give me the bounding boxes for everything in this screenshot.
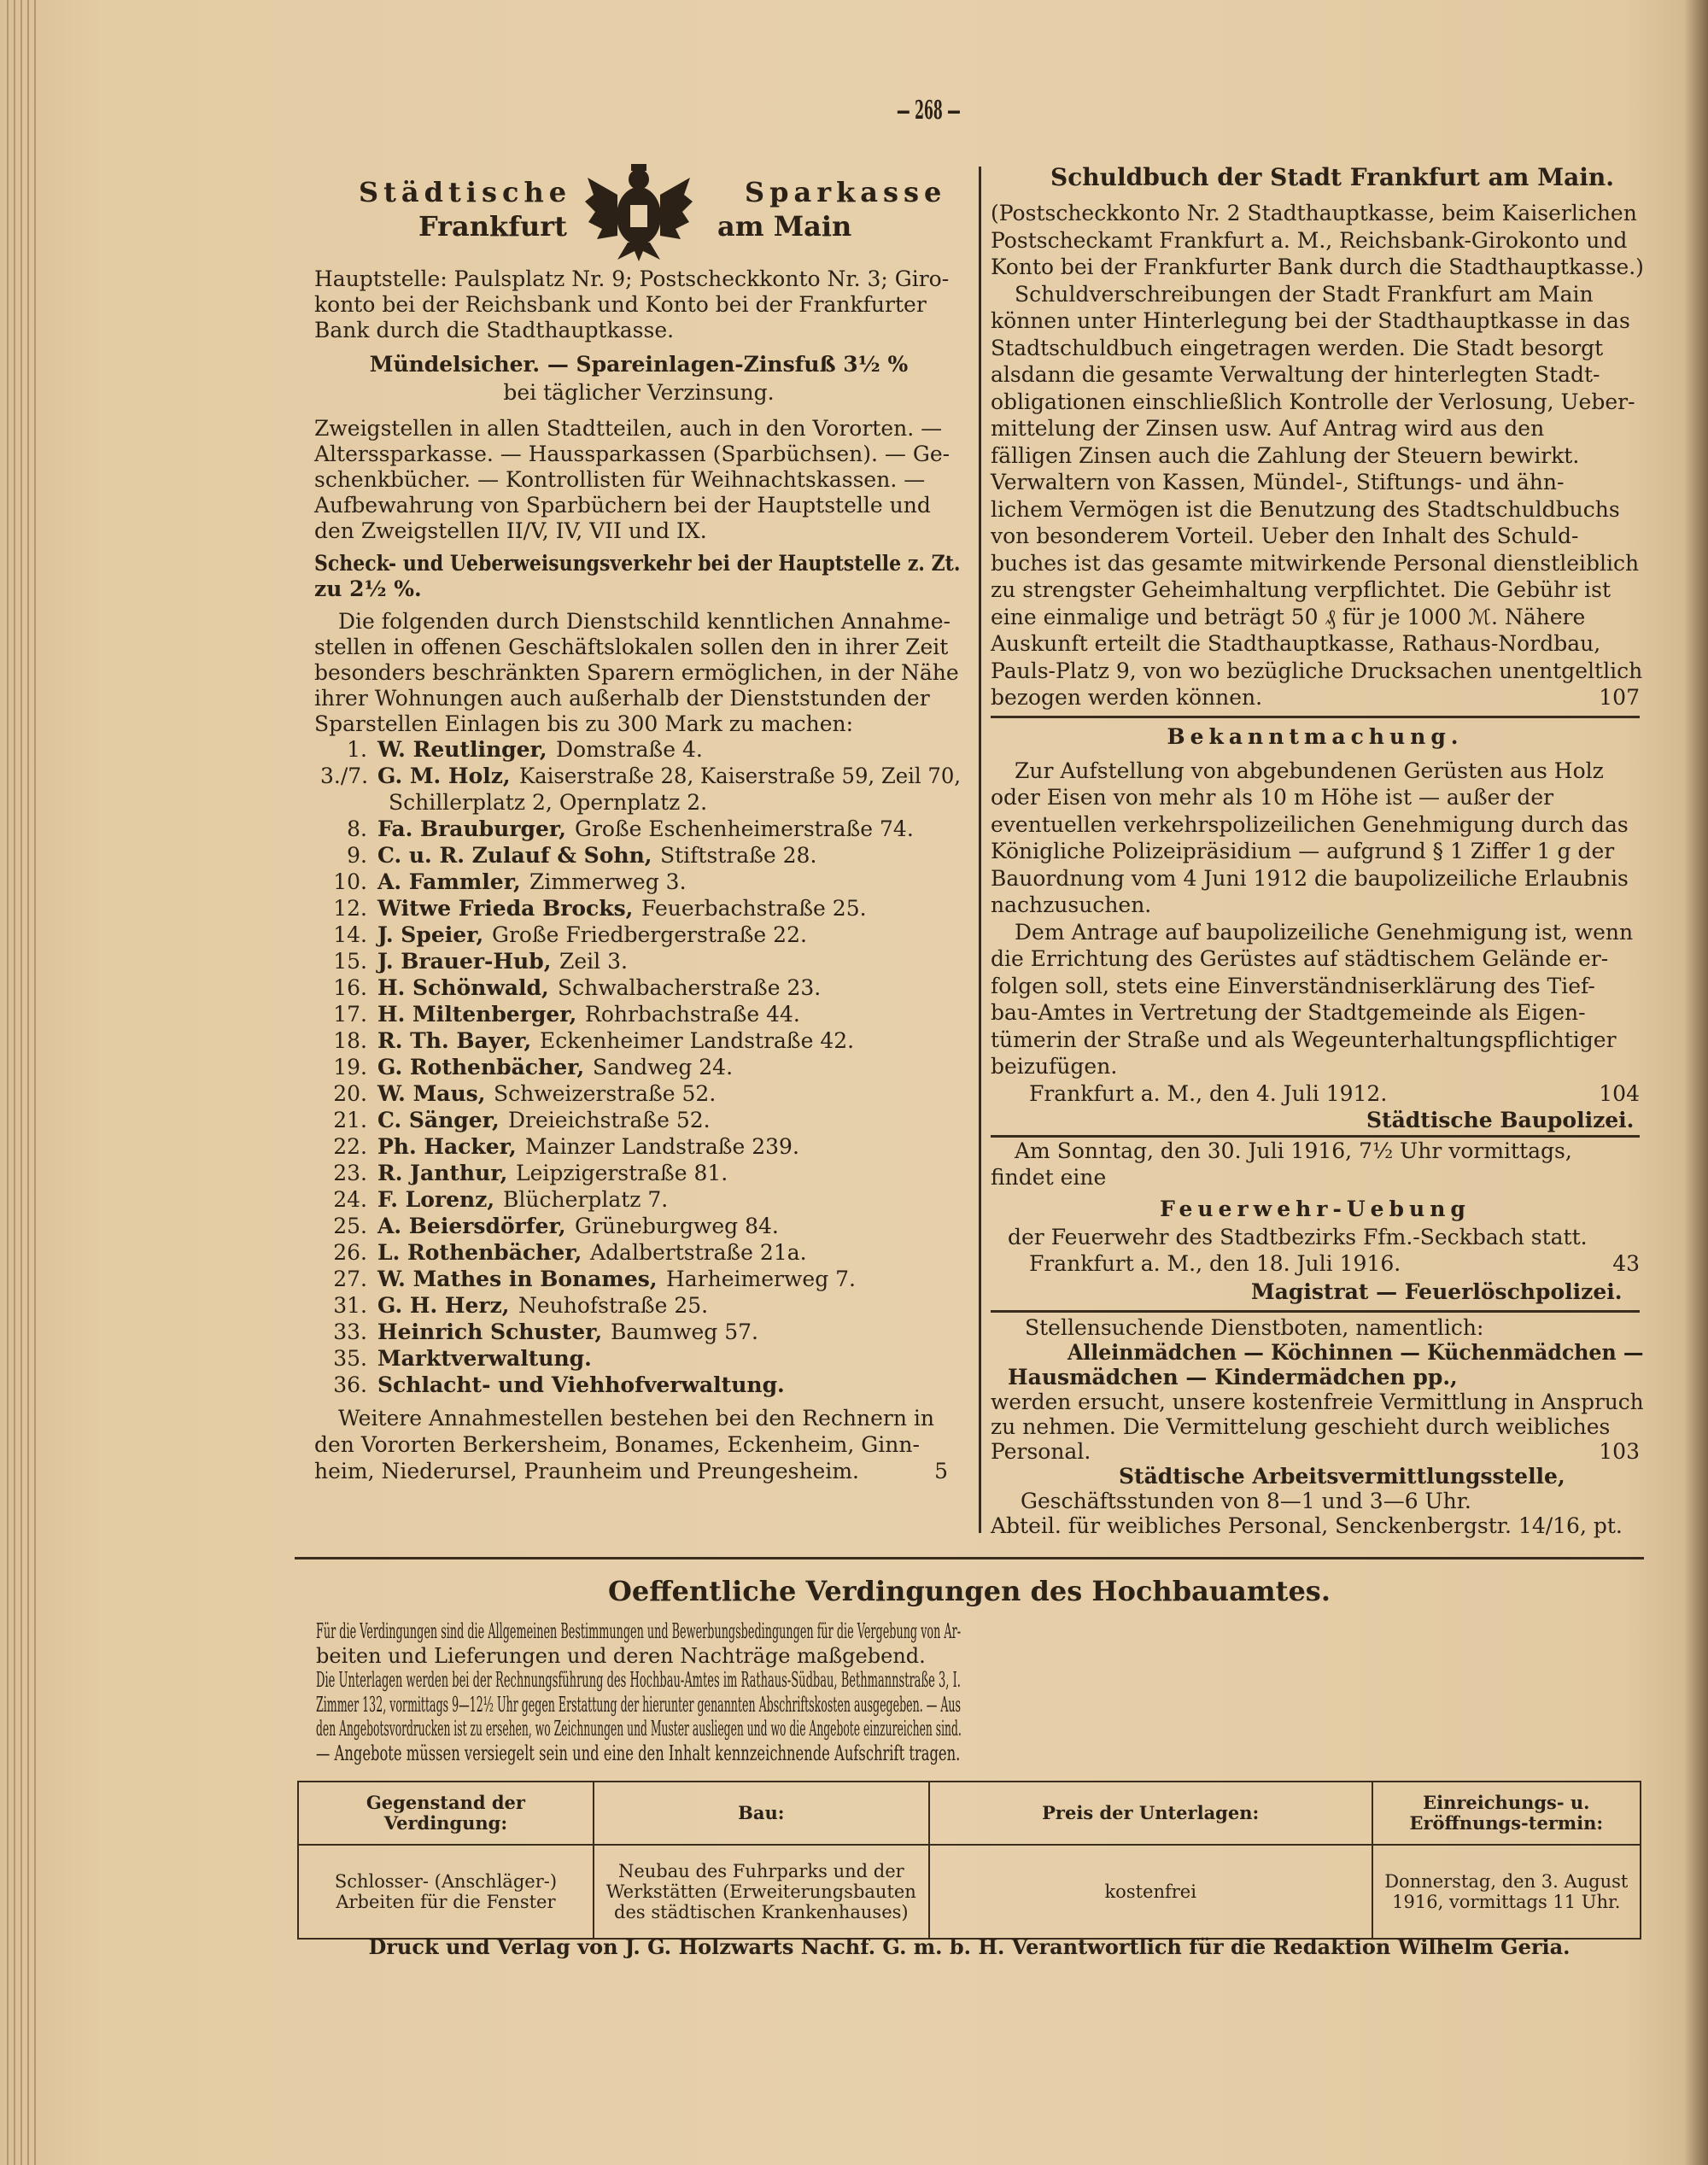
page-edge <box>7 0 9 2165</box>
bekanntmachung-line: nachzusuchen. <box>991 892 1152 917</box>
bekanntmachung-line: die Errichtung des Gerüstes auf städtischem Gelände er- <box>991 946 1609 971</box>
verdingungen-title: Oeffentliche Verdingungen des Hochbauamtes. <box>608 1575 1331 1607</box>
notice-divider <box>991 1310 1640 1313</box>
annahmestelle-name: G. H. Herz, <box>377 1293 510 1318</box>
notice-number: 43 <box>1612 1250 1640 1276</box>
page-edge <box>14 0 15 2165</box>
verdingungen-line: beiten und Lieferungen und deren Nachträge maßgebend. <box>316 1643 926 1668</box>
annahmestelle-number: 16. <box>333 975 367 1000</box>
zweigstellen-line: den Zweigstellen II/V, IV, VII und IX. <box>314 518 707 543</box>
schuldbuch-line: Schuldverschreibungen der Stadt Frankfurt am Main <box>1015 281 1594 307</box>
feuerwehr-line: Am Sonntag, den 30. Juli 1916, 7½ Uhr vormittags, <box>1015 1138 1572 1163</box>
annahmestelle-address: Sandweg 24. <box>593 1055 734 1080</box>
annahmestelle-address: Adalbertstraße 21a. <box>590 1240 807 1265</box>
annahmestelle-name: A. Fammler, <box>377 869 521 894</box>
annahmestelle-address: Harheimerweg 7. <box>666 1267 856 1291</box>
annahmestelle-address: Rohrbachstraße 44. <box>585 1002 800 1027</box>
verdingungen-table <box>297 1781 1641 1940</box>
verdingungen-line: den Angebotsvordrucken ist zu ersehen, wo Zeichnungen und Muster ausliegen und wo die Angebote einzureichen sind. <box>316 1717 962 1741</box>
annahmestelle-number: 24. <box>333 1187 367 1212</box>
schuldbuch-line: eine einmalige und beträgt 50 ₰ für je 1000 ℳ. Nähere <box>991 604 1586 629</box>
page-edge <box>20 0 22 2165</box>
schuldbuch-line: lichem Vermögen ist die Benutzung des Stadtschuldbuchs <box>991 496 1620 522</box>
table-cell: Schlosser- (Anschläger-) Arbeiten für die Fenster <box>298 1845 594 1939</box>
annahmestelle-address: Eckenheimer Landstraße 42. <box>540 1028 855 1053</box>
annahmestelle-address: Zeil 3. <box>559 949 628 974</box>
annahmestelle-address: Zimmerweg 3. <box>529 869 687 894</box>
bekanntmachung-date: Frankfurt a. M., den 4. Juli 1912. <box>1029 1080 1388 1106</box>
annahmestelle-address: Stiftstraße 28. <box>660 843 817 868</box>
notice-divider <box>991 1135 1640 1138</box>
eagle-emblem-icon <box>583 161 694 263</box>
annahmestelle-name: Witwe Frieda Brocks, <box>377 896 634 921</box>
schuldbuch-line: fälligen Zinsen auch die Zahlung der Steuern bewirkt. <box>991 442 1580 468</box>
verdingungen-line: Zimmer 132, vormittags 9—12½ Uhr gegen Erstattung der hierunter genannten Abschriftskosten ausgegeben. — Aus <box>316 1692 962 1717</box>
feuerwehr-signature: Magistrat — Feuerlöschpolizei. <box>1251 1279 1623 1304</box>
bekanntmachung-title: Bekanntmachung. <box>1167 723 1464 749</box>
annahmestelle-number: 17. <box>333 1002 367 1027</box>
annahmestelle-number: 8. <box>347 816 367 841</box>
annahmestelle-address: Große Friedbergerstraße 22. <box>492 922 807 947</box>
annahmestelle-name: W. Reutlinger, <box>377 737 547 762</box>
annahmestelle-name: G. Rothenbächer, <box>377 1055 585 1080</box>
annahmestelle-address: Schillerplatz 2, Opernplatz 2. <box>389 790 708 815</box>
annahmestelle-address: Mainzer Landstraße 239. <box>525 1134 799 1159</box>
annahmestelle-number: 33. <box>333 1319 367 1344</box>
schuldbuch-line: von besonderem Vorteil. Ueber den Inhalt des Schuld- <box>991 524 1579 548</box>
schuldbuch-line: alsdann die gesamte Verwaltung der hinterlegten Stadt- <box>991 362 1600 387</box>
header-right-1: Sparkasse <box>745 176 947 208</box>
arbeitsvermittlung-address: Abteil. für weibliches Personal, Senckenbergstr. 14/16, pt. <box>991 1513 1623 1538</box>
table-header-row <box>298 1782 1641 1845</box>
annahmestelle-number: 22. <box>333 1134 367 1159</box>
annahmestellen-intro-line: Sparstellen Einlagen bis zu 300 Mark zu machen: <box>314 711 854 736</box>
annahmestelle-number: 1. <box>347 737 367 762</box>
annahmestelle-name: Heinrich Schuster, <box>377 1319 603 1344</box>
schuldbuch-line: Konto bei der Frankfurter Bank durch die Stadthauptkasse.) <box>991 255 1644 279</box>
table-row <box>298 1845 1641 1939</box>
bekanntmachung-signature: Städtische Baupolizei. <box>1366 1107 1635 1132</box>
notice-number: 103 <box>1599 1438 1640 1464</box>
annahmestelle-name: L. Rothenbächer, <box>377 1240 582 1265</box>
hauptstelle-line: Bank durch die Stadthauptkasse. <box>314 318 675 342</box>
annahmestelle-name: W. Maus, <box>377 1081 486 1106</box>
dienstboten-line: Personal. <box>991 1438 1091 1464</box>
schuldbuch-line: Postscheckamt Frankfurt a. M., Reichsbank-Girokonto und <box>991 227 1628 253</box>
annahmestelle-address: Domstraße 4. <box>556 737 703 762</box>
annahmestelle-address: Grüneburgweg 84. <box>575 1214 779 1238</box>
dienstboten-line: Hausmädchen — Kindermädchen pp., <box>1008 1364 1458 1390</box>
annahmestelle-number: 14. <box>333 922 367 947</box>
annahmestelle-number: 26. <box>333 1240 367 1265</box>
bekanntmachung-line: folgen soll, stets eine Einverständniserklärung des Tief- <box>991 973 1595 998</box>
annahmestelle-address: Leipzigerstraße 81. <box>516 1161 728 1185</box>
annahmestellen-intro-line: besonders beschränkten Sparern ermöglichen, in der Nähe <box>314 660 959 685</box>
annahmestelle-address: Neuhofstraße 25. <box>518 1293 709 1318</box>
page-number: — 268 — <box>897 96 961 126</box>
annahmestelle-name: G. M. Holz, <box>377 764 511 788</box>
bekanntmachung-line: eventuellen verkehrspolizeilichen Genehmigung durch das <box>991 811 1629 837</box>
weitere-line: heim, Niederursel, Praunheim und Preungesheim. <box>314 1459 859 1483</box>
annahmestelle-number: 15. <box>333 949 367 974</box>
annahmestelle-number: 23. <box>333 1161 367 1185</box>
bekanntmachung-line: beizufügen. <box>991 1054 1118 1079</box>
verdingungen-line: Die Unterlagen werden bei der Rechnungsführung des Hochbau-Amtes im Rathaus-Südbau, Bethmannstraße 3, I. <box>316 1668 961 1692</box>
annahmestelle-address: Schwalbacherstraße 23. <box>558 975 822 1000</box>
dienstboten-line: Alleinmädchen — Köchinnen — Küchenmädchen — <box>1068 1339 1644 1365</box>
annahmestelle-number: 9. <box>347 843 367 868</box>
zweigstellen-line: schenkbücher. — Kontrollisten für Weihnachtskassen. — <box>314 467 926 492</box>
annahmestelle-address: Blücherplatz 7. <box>503 1187 669 1212</box>
dienstboten-line: zu nehmen. Die Vermittelung geschieht durch weibliches <box>991 1413 1611 1439</box>
annahmestelle-number: 19. <box>333 1055 367 1080</box>
schuldbuch-line: bezogen werden können. <box>991 685 1263 710</box>
annahmestelle-name: W. Mathes in Bonames, <box>377 1267 658 1291</box>
table-header: Gegenstand der Verdingung: <box>298 1782 594 1845</box>
annahmestellen-intro-line: Die folgenden durch Dienstschild kenntlichen Annahme- <box>338 609 951 634</box>
annahmestelle-name: J. Brauer-Hub, <box>377 949 552 974</box>
page-edge <box>34 0 36 2165</box>
schuldbuch-line: (Postscheckkonto Nr. 2 Stadthauptkasse, beim Kaiserlichen <box>991 201 1637 225</box>
annahmestelle-name: J. Speier, <box>377 922 484 947</box>
notice-number: 5 <box>934 1459 948 1483</box>
annahmestelle-name: F. Lorenz, <box>377 1187 495 1212</box>
annahmestelle-number: 18. <box>333 1028 367 1053</box>
annahmestelle-address: Schweizerstraße 52. <box>494 1081 717 1106</box>
feuerwehr-line: findet eine <box>991 1164 1107 1190</box>
schuldbuch-line: obligationen einschließlich Kontrolle der Verlosung, Ueber- <box>991 389 1635 414</box>
annahmestelle-address: Große Eschenheimerstraße 74. <box>575 816 914 841</box>
annahmestelle-number: 27. <box>333 1267 367 1291</box>
schuldbuch-line: Pauls-Platz 9, von wo bezügliche Drucksachen unentgeltlich <box>991 658 1643 683</box>
notice-number: 104 <box>1599 1080 1640 1106</box>
imprint-footer: Druck und Verlag von J. G. Holzwarts Nachf. G. m. b. H. Verantwortlich für die Redaktion Wilhelm Geria. <box>368 1934 1571 1959</box>
header-left-1: Städtische <box>359 176 572 208</box>
weitere-line: den Vororten Berkersheim, Bonames, Eckenheim, Ginn- <box>314 1432 920 1457</box>
table-header: Preis der Unterlagen: <box>929 1782 1372 1845</box>
feuerwehr-title: Feuerwehr-Uebung <box>1160 1196 1471 1221</box>
bekanntmachung-line: Königliche Polizeipräsidium — aufgrund § 1 Ziffer 1 g der <box>991 839 1615 863</box>
scheck-line: Scheck- und Ueberweisungsverkehr bei der Hauptstelle z. Zt. <box>314 551 961 576</box>
annahmestelle-number: 20. <box>333 1081 367 1106</box>
bekanntmachung-line: Dem Antrage auf baupolizeiliche Genehmigung ist, wenn <box>1015 919 1634 945</box>
table-header: Bau: <box>594 1782 929 1845</box>
annahmestelle-number: 12. <box>333 896 367 921</box>
page-edge <box>27 0 29 2165</box>
hauptstelle-line: Hauptstelle: Paulsplatz Nr. 9; Postscheckkonto Nr. 3; Giro- <box>314 266 950 291</box>
annahmestelle-address: Baumweg 57. <box>611 1319 758 1344</box>
zweigstellen-line: Alterssparkasse. — Haussparkassen (Sparbüchsen). — Ge- <box>314 442 951 466</box>
weitere-line: Weitere Annahmestellen bestehen bei den Rechnern in <box>338 1406 934 1431</box>
schuldbuch-line: Verwaltern von Kassen, Mündel-, Stiftungs- und ähn- <box>991 470 1565 494</box>
annahmestelle-name: Marktverwaltung. <box>377 1346 592 1371</box>
annahmestellen-intro-line: ihrer Wohnungen auch außerhalb der Dienststunden der <box>314 686 930 711</box>
schuldbuch-line: mittelung der Zinsen usw. Auf Antrag wird aus den <box>991 416 1545 441</box>
notice-divider <box>991 716 1640 718</box>
header-right-2: am Main <box>717 210 852 243</box>
bekanntmachung-line: Bauordnung vom 4 Juni 1912 die baupolizeiliche Erlaubnis <box>991 865 1629 891</box>
table-header: Einreichungs- u. Eröffnungs-termin: <box>1372 1782 1641 1845</box>
notice-number: 107 <box>1599 685 1640 710</box>
annahmestelle-address: Feuerbachstraße 25. <box>641 896 867 921</box>
annahmestelle-name: C. u. R. Zulauf & Sohn, <box>377 843 652 868</box>
schuldbuch-line: Stadtschuldbuch eingetragen werden. Die Stadt besorgt <box>991 335 1604 360</box>
binding-shadow <box>1684 0 1708 2165</box>
table-cell: Neubau des Fuhrparks und der Werkstätten (Erweiterungsbauten des städtischen Krankenhauses) <box>594 1845 929 1939</box>
bekanntmachung-line: tümerin der Straße und als Wegeunterhaltungspflichtiger <box>991 1027 1617 1052</box>
schuldbuch-title: Schuldbuch der Stadt Frankfurt am Main. <box>1050 163 1615 191</box>
section-divider <box>295 1557 1644 1559</box>
annahmestelle-name: Ph. Hacker, <box>377 1134 517 1159</box>
annahmestelle-number: 36. <box>333 1372 367 1397</box>
schuldbuch-line: buches ist das gesamte mitwirkende Personal dienstleiblich <box>991 550 1640 576</box>
bekanntmachung-line: Zur Aufstellung von abgebundenen Gerüsten aus Holz <box>1015 758 1604 783</box>
header-left-2: Frankfurt <box>418 210 567 243</box>
arbeitsvermittlung-signature: Städtische Arbeitsvermittlungsstelle, <box>1119 1463 1565 1489</box>
annahmestelle-name: H. Miltenberger, <box>377 1002 577 1027</box>
table-cell: kostenfrei <box>929 1845 1372 1939</box>
feuerwehr-date: Frankfurt a. M., den 18. Juli 1916. <box>1029 1250 1401 1276</box>
annahmestelle-address: Dreieichstraße 52. <box>508 1108 711 1132</box>
annahmestelle-name: H. Schönwald, <box>377 975 549 1000</box>
feuerwehr-line: der Feuerwehr des Stadtbezirks Ffm.-Seckbach statt. <box>1008 1224 1588 1249</box>
annahmestelle-number: 31. <box>333 1293 367 1318</box>
zinsfuss-line: Mündelsicher. — Spareinlagen-Zinsfuß 3½ % <box>369 352 909 377</box>
annahmestelle-name: R. Th. Bayer, <box>377 1028 532 1053</box>
bekanntmachung-line: bau-Amtes in Vertretung der Stadtgemeinde als Eigen- <box>991 1000 1586 1025</box>
annahmestelle-name: Fa. Brauburger, <box>377 816 566 841</box>
annahmestelle-number: 25. <box>333 1214 367 1238</box>
annahmestellen-intro-line: stellen in offenen Geschäftslokalen sollen den in ihrer Zeit <box>314 635 949 659</box>
zweigstellen-line: Zweigstellen in allen Stadtteilen, auch in den Vororten. — <box>314 416 943 441</box>
scheck-line: zu 2½ %. <box>314 576 422 601</box>
annahmestelle-number: 3./7. <box>320 764 369 788</box>
verdingungen-line: — Angebote müssen versiegelt sein und eine den Inhalt kennzeichnende Aufschrift tragen. <box>316 1741 961 1765</box>
dienstboten-line: werden ersucht, unsere kostenfreie Vermittlung in Anspruch <box>991 1389 1644 1414</box>
annahmestelle-name: A. Beiersdörfer, <box>377 1214 566 1238</box>
annahmestelle-name: C. Sänger, <box>377 1108 500 1132</box>
annahmestelle-number: 10. <box>333 869 367 894</box>
bekanntmachung-line: oder Eisen von mehr als 10 m Höhe ist — außer der <box>991 785 1554 810</box>
zweigstellen-line: Aufbewahrung von Sparbüchern bei der Hauptstelle und <box>314 493 931 518</box>
annahmestelle-number: 21. <box>333 1108 367 1132</box>
annahmestelle-number: 35. <box>333 1346 367 1371</box>
annahmestelle-address: Kaiserstraße 28, Kaiserstraße 59, Zeil 70, <box>519 764 962 788</box>
column-divider <box>979 167 981 1533</box>
schuldbuch-line: Auskunft erteilt die Stadthauptkasse, Rathaus-Nordbau, <box>991 631 1601 656</box>
verdingungen-line: Für die Verdingungen sind die Allgemeinen Bestimmungen und Bewerbungsbedingungen für die Vergebung von Ar- <box>316 1619 962 1643</box>
schuldbuch-line: zu strengster Geheimhaltung verpflichtet. Die Gebühr ist <box>991 577 1611 602</box>
arbeitsvermittlung-hours: Geschäftsstunden von 8—1 und 3—6 Uhr. <box>1021 1488 1471 1513</box>
zinsfuss-line: bei täglicher Verzinsung. <box>503 380 775 405</box>
table-cell: Donnerstag, den 3. August 1916, vormittags 11 Uhr. <box>1372 1845 1641 1939</box>
dienstboten-line: Stellensuchende Dienstboten, namentlich: <box>1025 1314 1484 1340</box>
annahmestelle-name: R. Janthur, <box>377 1161 508 1185</box>
schuldbuch-line: können unter Hinterlegung bei der Stadthauptkasse in das <box>991 308 1630 333</box>
annahmestelle-name: Schlacht- und Viehhofverwaltung. <box>377 1372 785 1397</box>
hauptstelle-line: konto bei der Reichsbank und Konto bei der Frankfurter <box>314 292 927 317</box>
